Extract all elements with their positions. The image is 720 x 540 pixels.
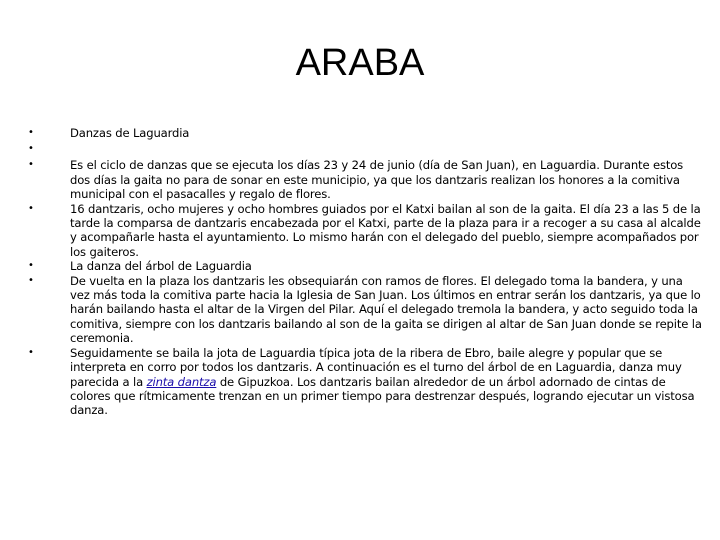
bullet-text-after: de Gipuzkoa. Los dantzaris bailan alrededor de un árbol adornado de cintas de colores que rítmicamente trenzan en un primer tiempo para destrenzar después, logrando ejecutar un vistosa danza. — [70, 374, 695, 418]
bullet-text: Es el ciclo de danzas que se ejecuta los días 23 y 24 de junio (día de San Juan), en Laguardia. Durante estos dos días la gaita no para de sonar en este municipio, ya que los dantzaris realizan los honores a la comitiva municipal con el pasacalles y regalo de flores. — [70, 158, 684, 202]
bullet-item — [22, 158, 702, 201]
bullet-text: 16 dantzaris, ocho mujeres y ocho hombres guiados por el Katxi bailan al son de la gaita. El día 23 a las 5 de la tarde la comparsa de dantzaris encabezada por el Katxi, parte de la plaza para ir a recoger a su casa al alcalde y acompañarle hasta el ayuntamiento. Lo mismo harán con el delegado del pueblo, siempre acompañados por los gaiteros. — [70, 201, 701, 259]
bullet-item — [22, 346, 702, 418]
bullet-text: De vuelta en la plaza los dantzaris les obsequiarán con ramos de flores. El delegado toma la bandera, y una vez más toda la comitiva parte hacia la Iglesia de San Juan. Los últimos en entrar serán los dantzaris, ya que lo harán bailando hasta el altar de la Virgen del Pilar. Aquí el delegado tremola la bandera, y acto seguido toda la comitiva, siempre con los dantzaris bailando al son de la gaita se dirigen al altar de San Juan donde se repite la ceremonia. — [70, 273, 702, 346]
bullet-text-before: Seguidamente se baila la jota de Laguardia típica jota de la ribera de Ebro, baile alegre y popular que se interpreta en corro por todos los dantzaris. A continuación es el turno del árbol de en Laguardia, danza muy parecida a la — [70, 345, 682, 389]
bullet-item — [22, 259, 702, 273]
bullet-item — [22, 274, 702, 346]
bullet-list — [22, 126, 702, 418]
bullet-item — [22, 202, 702, 260]
bullet-item-empty — [22, 142, 702, 158]
bullet-item — [22, 126, 702, 140]
bullet-text: La danza del árbol de Laguardia — [70, 259, 252, 274]
page-title: ARABA — [295, 42, 425, 84]
bullet-text: Danzas de Laguardia — [70, 126, 190, 140]
zinta-dantza-link[interactable]: zinta dantza — [146, 374, 217, 389]
